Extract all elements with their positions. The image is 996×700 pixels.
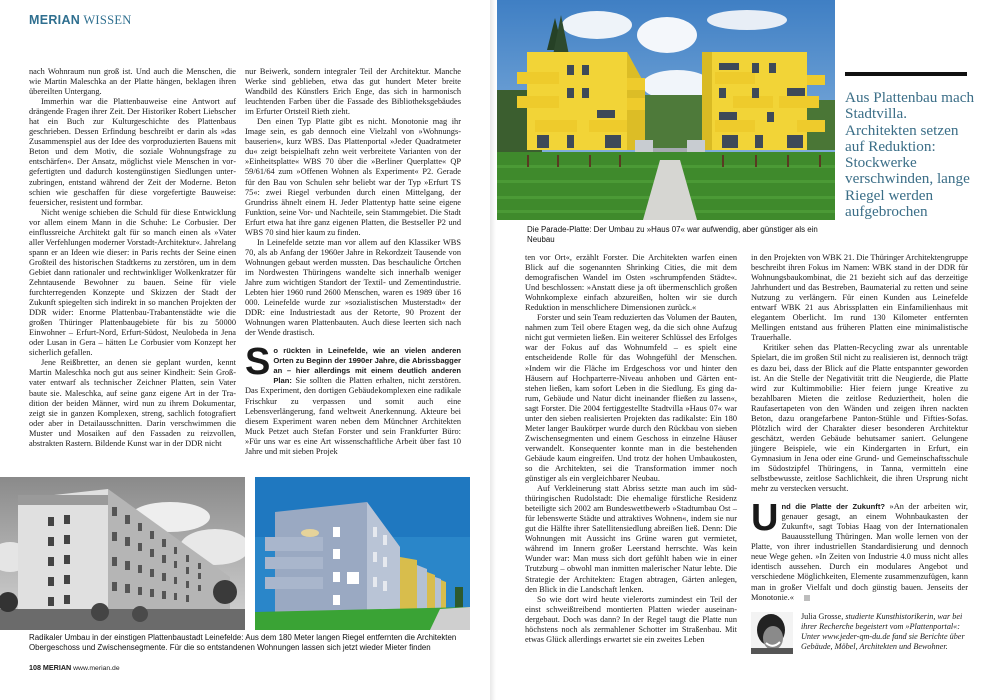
section-header bbox=[29, 13, 132, 28]
paragraph-text: »An der arbeiten wir, genauer gesagt, an einem Wohnbaukasten der Zukunft«, sagt Tobias Haag von der Internationalen Bauausstellung Thüringen. Man wolle lernen von der Platte, von ihrer industriellen Standardisierung und dennoch neue Wege gehen. »In Zeiten von Industrie 4.0 muss nicht alles identisch aussehen. Durch ein modulares Angebot und verschiedene Möglichkeiten, Elemente zusammenzufügen, kann man in großer Vielfalt und doch günstig bauen. Jenseits der Monotonie.« bbox=[751, 502, 968, 602]
footer-url[interactable]: www.merian.de bbox=[73, 665, 120, 672]
paragraph: Auf Verkleinerung statt Abriss setzte man auch im südthüringischen Rudolstadt: Die ehemalige fürstliche Residenz beteiligte sich 2002 am Bundeswettbewerb »Stadtumbau Ost – für lebenswerte Städte und attraktives Wohnen«, indem sie nur gut die Hälfte ihrer Satellitensiedlung abreißen ließ. Denn: Die Wohnungen mit Aussicht ins Grüne waren gut vermietet, während im Innern großer Leerstand herrschte. Was kein Wunder war: Man muss sich dort gefühlt haben wie in einer Trutzburg – obwohl man inmitten malerischer Natur lebte. Die Strategie der Architekten: Etagen abtragen, Gärten anlegen, den Blick in die Landschaft lenken. bbox=[525, 484, 737, 594]
section-paragraph bbox=[751, 497, 968, 602]
column-4 bbox=[751, 253, 968, 603]
left-page bbox=[0, 0, 490, 700]
column-1 bbox=[29, 67, 236, 449]
end-mark-icon bbox=[804, 595, 810, 601]
page-footer bbox=[29, 663, 120, 672]
author-name: Julia Grosse, bbox=[801, 612, 844, 621]
paragraph: nach Wohnraum nun groß ist. Und auch die Menschen, die wie Martin Maleschka an der Platte hängen, beklagen ihren übereilten Untergang. bbox=[29, 67, 236, 97]
paragraph: nur Beiwerk, sondern integraler Teil der Architektur. Manche Werke sind geblieben, etwa das gut hundert Meter breite Wandbild des Künstlers Erich Enge, das sich in harmonisch leuchtenden Farben über die Fassade des Bibliotheksgebäudes im Erfurter Ortsteil Rieth zieht. bbox=[245, 67, 461, 117]
lead-in: o rückten in Leinefelde, wie an vielen anderen Orten zu Beginn der 1990er Jahre, die Abrissbagger an – hier allerdings mit einem deutlich anderen Plan: bbox=[273, 346, 461, 386]
header-section: WISSEN bbox=[83, 13, 132, 27]
author-bio bbox=[801, 612, 973, 652]
paragraph: Immerhin war die Plattenbauweise eine Antwort auf drängende Fragen ihrer Zeit. Der Historiker Robert Liebscher hat ein Buch zur Kulturgeschichte des Plattenbaus geschrieben. Dessen Erfindung beschreibt er darin als »das Zusammenspiel aus der Idee des vorproduzierten Bauens mit Beton und dem Motiv, die soziale Wohnungsfrage zu entschärfen«. Der Ansatz, möglichst viele Menschen in vorgefertigten und dadurch kostengünstigen Siedlungen unterzubringen, entstand während der Zeit der Moderne. Beton schien wie geschaffen für diese vorgefertigte Bauweise: feuersicher, resistent und formbar. bbox=[29, 97, 236, 207]
photo-haus-07 bbox=[497, 0, 835, 220]
column-2 bbox=[245, 67, 461, 457]
author-avatar bbox=[751, 612, 793, 654]
footer-brand: MERIAN bbox=[42, 663, 72, 672]
paragraph: Forster und sein Team reduzierten das Volumen der Bauten, nahmen zum Teil obere Etagen weg, da die sich ohne Aufzug nicht gut vermieten ließen. Ein weiterer Schlüssel des Erfolges war der Fokus auf das Wohnumfeld – es spielt eine entscheidende Rolle für das Wohngefühl der Menschen. »Indem wir die Fläche im Erdgeschoss vor und hinter den Häusern auf Hochparterre-Niveau anhoben und Gärten entstehen ließen, kam sofort Leben in die Siedlung. Es ging darum, Gebäude und Natur dicht ineinander fließen zu lassen«, sagt Forster. Die 2004 fertiggestellte Stadtvilla »Haus 07« war unter den sieben realisierten Projekten das radikalste: Ein 180 Meter langer Baukörper wurde durch den Rückbau von sieben Zwischensegmenten und einem Geschoss in einzelne Häuser verwandelt. Konsequenter konnte man in die bestehenden Gebäude kaum eingreifen. Und trotz der hohen Umbaukosten, so die Architekten, sei die Transformation immer noch günstiger als ein vergleichbarer Neubau. bbox=[525, 313, 737, 484]
photo-caption-bottom: Radikaler Umbau in der einstigen Plattenbaustadt Leinefelde: Aus dem 180 Meter langen Riegel entfernten die Architekten Obergeschoss und Zwischensegmente. Für die so entstandenen Wohnungen lassen sich jetzt wieder Mieter finden bbox=[29, 633, 457, 652]
pull-quote-text: Aus Plattenbau mach Stadtvilla. Architekten setzen auf Reduktion: Stockwerke verschwinden, lange Riegel werden aufgebrochen bbox=[845, 89, 975, 221]
header-brand: MERIAN bbox=[29, 13, 81, 27]
paragraph: Nicht wenige schieben die Schuld für diese Entwicklung vor allem einem Mann in die Schuhe: Le Corbusier. Der einflussreiche Architekt galt für so manch einen als »Vater aller Verfehlungen moderner Vorstadt-Architektur«. Jahrelang spann er an Ideen wie dieser: in Paris rechts der Seine einen Großteil des historischen Stadtkerns zu zerstören, um in dem Gebiet dann rationaler und rechtwinkliger Wolkenkratzer für Zehntausende Bewohner zu bauen. Seine für viele furchterregenden Konzepte und Skizzen der Stadt der Zukunft spiegelten sich indirekt in so manchen Projekten der DDR wider: Enorme Plattenbau-Trabantenstädte wie die großen Thüringer Plattenbaugebiete für bis zu 50000 Einwohner – Erfurt-Nord, Erfurt-Südost, Neulobeda in Jena oder Lusan in Gera – hätten Le Corbusier vom Konzept her sicherlich gefallen. bbox=[29, 207, 236, 358]
photo-caption-top: Die Parade-Platte: Der Umbau zu »Haus 07« war aufwendig, aber günstiger als ein Neubau bbox=[527, 225, 818, 244]
paragraph: In Leinefelde setzte man vor allem auf den Klassiker WBS 70, als ab Anfang der 1960er Jahre in Rekordzeit Tausende von Wohnungen gebaut werden mussten. Das beschauliche Örtchen im Nordwesten Thüringens wandelte sich innerhalb weniger Jahre zum wichtigen Standort der Textil- und Zementindustrie. Lebten hier 1960 rund 2600 Menschen, waren es 1989 über 16 000. Leinefelde wurde zur »sozialistischen Musterstadt« der DDR: eine Industriestadt aus der Retorte, 90 Prozent der Wohnungen waren Plattenbauten. Auch diese leerten sich nach der Wende drastisch. bbox=[245, 237, 461, 338]
lead-in: nd die Platte der Zukunft? bbox=[781, 502, 885, 512]
author-description: studierte Kunsthistorikerin, war bei ihrer Recherche begeistert vom »Plattenportal«: Unter www.jeder-qm-du.de fand sie Berichte über Gebäude, Möbel, Architekten und Bewohner. bbox=[801, 612, 965, 652]
pull-quote bbox=[845, 72, 975, 220]
pull-quote-rule bbox=[845, 72, 967, 76]
paragraph: So wie dort wird heute vielerorts zumindest ein Teil der einst schweißtreibend montierten Platten wieder auseinandergebaut. Doch was dann? In der Regel taugt die Platte nun höchstens noch als zermahlener Schotter im Straßenbau. Mit etwas Glück allerdings erwartet sie ein zweites Leben bbox=[525, 594, 737, 644]
column-3 bbox=[525, 253, 737, 645]
section-paragraph bbox=[245, 341, 461, 457]
page-number: 108 bbox=[29, 663, 41, 672]
paragraph: Kritiker sehen das Platten-Recycling zwar als unrentable Spielart, die im großen Stil nicht zu realisieren ist, dennoch trägt es dazu bei, dass der Blick auf die Platte entspannter geworden ist. An die Stelle der Negativität tritt die Neugierde, die Platte wird zur Kultimmobilie: Hier feiern junge Kreative zu bezahlbaren Mieten die zeitlose Reduziertheit, holen die Raufasertapeten von den Wänden und zeigen ihren nackten Beton, dazu orangefarbene Panton-Stühle und Fifties-Sofas. Plötzlich wird der Charakter dieser besonderen Architektur geschätzt, werden Gebäude behutsamer saniert. Gelungene jüngere Beispiele, wie ein Kindergarten in Erfurt, ein Gymnasium in Jena oder eine Grund- und Gemeinschaftsschule im Südostzipfel Thüringens, in Tanna, vermitteln eine selbstbewusste, zeitlose Sachlichkeit, die ihren Ursprung nicht mehr zu verstecken versucht. bbox=[751, 343, 968, 494]
photo-original-block bbox=[0, 477, 245, 630]
paragraph: Den einen Typ Platte gibt es nicht. Monotonie mag ihr Image sein, es gab dennoch eine Vielzahl von »Wohnungsbauserien«, kurz WBS. Das Plattenportal »Jeder Quadratmeter du« zeigt beispielhaft zehn weit verbreitete Varianten von der »Einheitsplatte« WBS 70 über die »Berliner Querplatte« QP 59/61/64 zum »Offenen Wohnen als Experiment« P2. Gerade für den Bau von Schulen sehr beliebt war der Typ »Erfurt TS 75«: zwei Riegel verbunden durch einen Mittelgang, der Grundriss ähnelt einem H. Jeder Plattentyp hatte seine eigene Funktion, seine Vor- und Nachteile, sein Stammgebiet. Die Stadt Erfurt etwa hat ihre ganz eigenen Platten, die Bestseller P2 und WBS 70 sind hier kaum zu finden. bbox=[245, 117, 461, 237]
dropcap: U bbox=[751, 497, 779, 540]
paragraph-text: Sie sollten die Platten erhalten, nicht zerstören. Das Experiment, den dortigen Gebäudekomplexen eine radikale Frischkur zu verpassen und somit auch eine Lebensverlängerung, fand weltweit Anerkennung. Akteure bei diesem Experiment waren neben dem Münchner Architekten Muck Petzet auch Stefan Forster und sein Frankfurter Büro: »Für uns war es eine Art wissenschaftliche Arbeit über fast 10 Jahre und mit sieben Projek bbox=[245, 376, 461, 456]
paragraph: Jene Reißbretter, an denen sie geplant wurden, kennt Martin Maleschka noch gut aus seiner Kindheit: Sein Großvater entwarf als technischer Zeichner Platten, sein Vater baute sie. Maleschka, auf seine ganz eigene Art in der Tradition der beiden Männer, wird nun zu ihrem Dokumentar, zeigt sie in ganzen Komplexen, streng, sachlich fotografiert oder aber in Detailausschnitten. Darin verschwimmen die Muster und Mosaiken auf den Fassaden zu reizvollen, abstrakten Rastern. Bildende Kunst war in der DDR nicht bbox=[29, 358, 236, 448]
paragraph: ten vor Ort«, erzählt Forster. Die Architekten warfen einen Blick auf die sogenannten Shrinking Cities, die mit dem demografischen Wandel im Osten »schrumpfenden Städte«. Und beschlossen: »Anstatt diese ja oft übermenschlich großen Wohnkomplexe einfach abzureißen, holten wir sie durch Reduktion in menschlichere Dimensionen zurück.« bbox=[525, 253, 737, 313]
photo-renovated-block bbox=[255, 477, 470, 630]
paragraph: in den Projekten von WBK 21. Die Thüringer Architektengruppe beschreibt ihren Fokus im Namen: WBK stand in der DDR für Wohnungsbaukombinat, die 21 bezieht sich auf das derzeitige Jahrhundert und das Bestreben, Baumaterial zu retten und seine Nutzung zu verlängern. Für einen Kunden aus Leinefelde entwarf WBK 21 aus Abrissplatten ein Einfamilienhaus mit elegantem Oberlicht. Im rund 130 Kilometer entfernten Mellingen entstand aus früheren Platten eine minimalistische Trauerhalle. bbox=[751, 253, 968, 343]
dropcap: S bbox=[245, 341, 271, 384]
